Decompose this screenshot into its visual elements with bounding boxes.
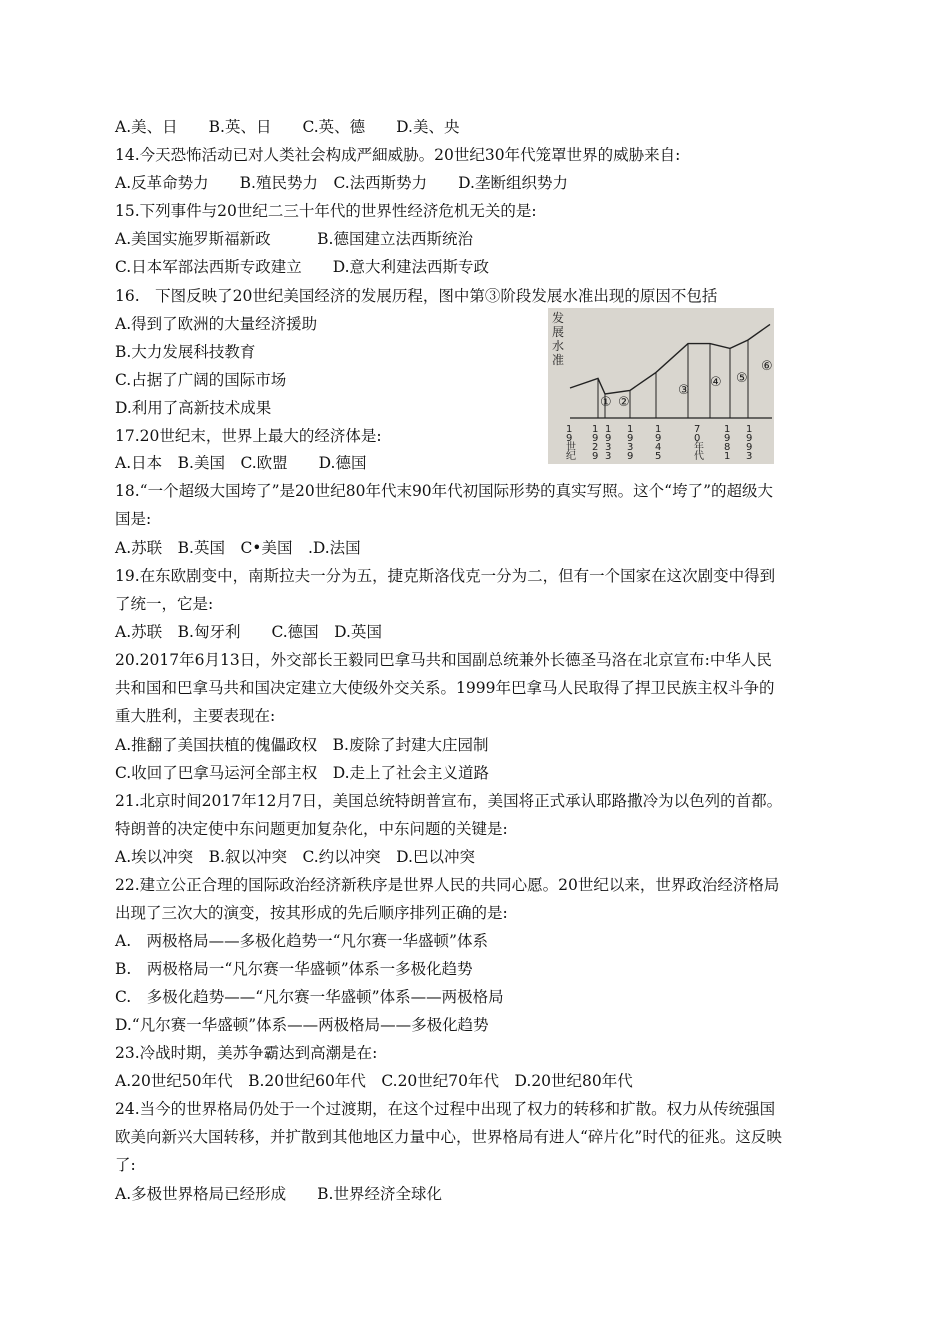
x-tick-label: 7 0 年代 <box>694 424 704 462</box>
x-tick-label: 1 9 9 3 <box>746 424 753 462</box>
x-tick-label: 1 9 世纪 <box>566 424 576 462</box>
x-tick-label: 1 9 4 5 <box>655 424 662 462</box>
text-line: B.大力发展科技教育 <box>115 343 256 361</box>
text-line: D.“凡尔赛一华盛顿”体系——两极格局——多极化趋势 <box>115 1016 489 1034</box>
text-line: 出现了三次大的演变，按其形成的先后顺序排列正确的是: <box>115 904 508 922</box>
text-line: 22.建立公正合理的国际政治经济新秩序是世界人民的共同心愿。20世纪以来，世界政治经济格局 <box>115 876 780 894</box>
text-line: C.占据了广阔的国际市场 <box>115 371 287 389</box>
text-line: B. 两极格局一“凡尔赛一华盛顿”体系一多极化趋势 <box>115 960 473 978</box>
text-line: 了统一，它是: <box>115 595 214 613</box>
text-line: 欧美向新兴大国转移，并扩散到其他地区力量中心，世界格局有进人“碎片化”时代的征兆。这反映 <box>115 1128 782 1146</box>
text-line: A.日本 B.美国 C.欧盟 D.德国 <box>115 454 367 472</box>
text-line: C.日本军部法西斯专政建立 D.意大利建法西斯专政 <box>115 258 490 276</box>
stage-label: ④ <box>710 375 722 390</box>
text-line: 16. 下图反映了20世纪美国经济的发展历程，图中第③阶段发展水准出现的原因不包括 <box>115 287 718 305</box>
text-line: C.收回了巴拿马运河全部主权 D.走上了社会主义道路 <box>115 764 490 782</box>
text-line: A.埃以冲突 B.叙以冲突 C.约以冲突 D.巴以冲突 <box>115 848 475 866</box>
chart-svg <box>548 308 774 464</box>
text-line: A.推翻了美国扶植的傀儡政权 B.废除了封建大庄园制 <box>115 736 489 754</box>
text-line: A.20世纪50年代 B.20世纪60年代 C.20世纪70年代 D.20世纪80年代 <box>115 1072 633 1090</box>
text-line: A.多极世界格局已经形成 B.世界经济全球化 <box>115 1185 442 1203</box>
text-line: C. 多极化趋势——“凡尔赛一华盛顿”体系——两极格局 <box>115 988 504 1006</box>
stage-label: ② <box>618 395 630 410</box>
text-line: 国是: <box>115 510 152 528</box>
text-line: 23.冷战时期，美苏争霸达到高潮是在: <box>115 1044 378 1062</box>
text-line: A.苏联 B.英国 C•美国 .D.法国 <box>115 539 361 557</box>
text-line: A.美、日 B.英、日 C.英、德 D.美、央 <box>115 118 460 136</box>
text-line: D.利用了高新技术成果 <box>115 399 272 417</box>
text-line: 18.“一个超级大国垮了”是20世纪80年代末90年代初国际形势的真实写照。这个“垮了”的超级大 <box>115 482 774 500</box>
text-line: A.得到了欧洲的大量经济援助 <box>115 315 318 333</box>
text-line: 15.下列事件与20世纪二三十年代的世界性经济危机无关的是: <box>115 202 537 220</box>
x-tick-label: 1 9 8 1 <box>724 424 731 462</box>
text-line: 共和国和巴拿马共和国决定建立大使级外交关系。1999年巴拿马人民取得了捍卫民族主权斗争的 <box>115 679 775 697</box>
text-line: A.美国实施罗斯福新政 B.德国建立法西斯统治 <box>115 230 473 248</box>
text-line: 24.当今的世界格局仍处于一个过渡期，在这个过程中出现了权力的转移和扩散。权力从传统强国 <box>115 1100 776 1118</box>
text-line: 了: <box>115 1156 136 1174</box>
stage-label: ① <box>600 395 612 410</box>
text-line: A.反革命势力 B.殖民势力 C.法西斯势力 D.垄断组织势力 <box>115 174 568 192</box>
text-line: 21.北京时间2017年12月7日，美国总统特朗普宣布，美国将正式承认耶路撒冷为以色列的首都。 <box>115 792 783 810</box>
text-line: 20.2017年6月13日，外交部长王毅同巴拿马共和国副总统兼外长德圣马洛在北京宣布:中华人民 <box>115 651 772 669</box>
stage-label: ③ <box>678 383 690 398</box>
text-line: A.苏联 B.匈牙利 C.德国 D.英国 <box>115 623 382 641</box>
y-axis-label: 发展水准 <box>552 311 565 367</box>
text-line: 19.在东欧剧变中，南斯拉夫一分为五，捷克斯洛伐克一分为二，但有一个国家在这次剧变中得到 <box>115 567 776 585</box>
text-line: A. 两极格局——多极化趋势一“凡尔赛一华盛顿”体系 <box>115 932 488 950</box>
text-line: 重大胜利，主要表现在: <box>115 707 276 725</box>
text-line: 14.今天恐怖活动已对人类社会构成严細威胁。20世纪30年代笼罩世界的威胁来自: <box>115 146 681 164</box>
us-economy-chart <box>548 308 774 464</box>
x-tick-label: 1 9 3 3 <box>605 424 612 462</box>
x-tick-label: 1 9 3 9 <box>627 424 634 462</box>
stage-label: ⑥ <box>761 359 773 374</box>
x-tick-label: 1 9 2 9 <box>592 424 599 462</box>
stage-label: ⑤ <box>736 371 748 386</box>
text-line: 特朗普的决定使中东问题更加复杂化，中东问题的关键是: <box>115 820 508 838</box>
text-line: 17.20世纪末，世界上最大的经济体是: <box>115 427 382 445</box>
